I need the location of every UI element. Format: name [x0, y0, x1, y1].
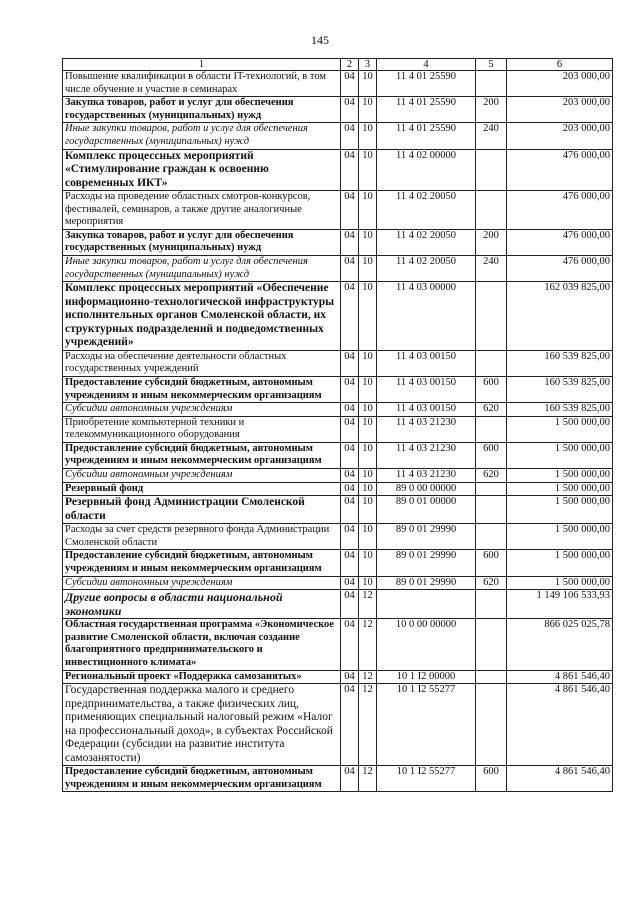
row-name-cell: Расходы на проведение областных смотров-конкурсов, фестивалей, семинаров, а также другие аналогичные мероприятия: [63, 191, 341, 230]
row-expense-type-cell: [476, 619, 507, 670]
row-subsection-cell: 12: [359, 766, 377, 792]
row-subsection-cell: 10: [359, 469, 377, 483]
table-row: [63, 619, 613, 670]
row-section-cell: 04: [341, 282, 359, 351]
row-expense-type-cell: [476, 482, 507, 496]
row-target-article-cell: 89 0 00 00000: [377, 482, 476, 496]
row-name-cell: Иные закупки товаров, работ и услуг для обеспечения государственных (муниципальных) нужд: [63, 123, 341, 149]
row-expense-type-cell: [476, 524, 507, 550]
row-section-cell: 04: [341, 191, 359, 230]
row-amount-cell: 1 149 106 533,93: [507, 590, 613, 619]
row-name-cell: Региональный проект «Поддержка самозанятых»: [63, 670, 341, 684]
row-expense-type-cell: 600: [476, 550, 507, 576]
table-row: [63, 684, 613, 766]
row-name-cell: Предоставление субсидий бюджетным, автономным учреждениям и иным некоммерческим организациям: [63, 766, 341, 792]
row-subsection-cell: 12: [359, 619, 377, 670]
row-section-cell: 04: [341, 590, 359, 619]
row-target-article-cell: 89 0 01 29990: [377, 550, 476, 576]
row-section-cell: 04: [341, 766, 359, 792]
table-row: [63, 256, 613, 282]
table-row: [63, 442, 613, 468]
row-section-cell: 04: [341, 123, 359, 149]
row-section-cell: 04: [341, 350, 359, 376]
row-amount-cell: 162 039 825,00: [507, 282, 613, 351]
row-name-cell: Закупка товаров, работ и услуг для обеспечения государственных (муниципальных) нужд: [63, 229, 341, 255]
row-amount-cell: 1 500 000,00: [507, 442, 613, 468]
row-subsection-cell: 10: [359, 416, 377, 442]
row-expense-type-cell: [476, 416, 507, 442]
row-expense-type-cell: 200: [476, 97, 507, 123]
row-target-article-cell: 89 0 01 29990: [377, 524, 476, 550]
row-section-cell: 04: [341, 524, 359, 550]
table-row: [63, 590, 613, 619]
table-row: [63, 191, 613, 230]
row-amount-cell: 1 500 000,00: [507, 496, 613, 524]
row-subsection-cell: 10: [359, 576, 377, 590]
row-expense-type-cell: [476, 191, 507, 230]
row-section-cell: 04: [341, 442, 359, 468]
table-row: [63, 670, 613, 684]
row-name-cell: Закупка товаров, работ и услуг для обеспечения государственных (муниципальных) нужд: [63, 97, 341, 123]
table-row: [63, 71, 613, 97]
row-subsection-cell: 10: [359, 442, 377, 468]
row-section-cell: 04: [341, 97, 359, 123]
row-amount-cell: 203 000,00: [507, 123, 613, 149]
row-expense-type-cell: 620: [476, 403, 507, 417]
row-target-article-cell: 11 4 03 00150: [377, 376, 476, 402]
row-name-cell: Резервный фонд Администрации Смоленской области: [63, 496, 341, 524]
row-name-cell: Государственная поддержка малого и среднего предпринимательства, а также физических лиц, применяющих специальный налоговый режим «Налог на профессиональный доход», в субъектах Российской Федерации (субсидии на развитие института самозанятости): [63, 684, 341, 766]
row-subsection-cell: 10: [359, 123, 377, 149]
row-subsection-cell: 10: [359, 403, 377, 417]
row-name-cell: Субсидии автономным учреждениям: [63, 469, 341, 483]
table-row: [63, 550, 613, 576]
row-target-article-cell: 11 4 01 25590: [377, 97, 476, 123]
table-row: [63, 282, 613, 351]
row-subsection-cell: 10: [359, 350, 377, 376]
row-section-cell: 04: [341, 469, 359, 483]
table-row: [63, 524, 613, 550]
table-row: [63, 496, 613, 524]
row-subsection-cell: 10: [359, 376, 377, 402]
row-expense-type-cell: 600: [476, 766, 507, 792]
row-expense-type-cell: 600: [476, 442, 507, 468]
row-section-cell: 04: [341, 71, 359, 97]
row-section-cell: 04: [341, 149, 359, 191]
row-target-article-cell: 89 0 01 00000: [377, 496, 476, 524]
row-target-article-cell: 11 4 03 00150: [377, 403, 476, 417]
row-section-cell: 04: [341, 482, 359, 496]
row-name-cell: Приобретение компьютерной техники и телекоммуникационного оборудования: [63, 416, 341, 442]
row-amount-cell: 866 025 025,78: [507, 619, 613, 670]
row-amount-cell: 1 500 000,00: [507, 416, 613, 442]
header-col-3: 3: [359, 59, 377, 71]
row-expense-type-cell: [476, 684, 507, 766]
row-target-article-cell: 11 4 03 21230: [377, 442, 476, 468]
row-amount-cell: 160 539 825,00: [507, 350, 613, 376]
table-row: [63, 376, 613, 402]
table-header-row: [63, 59, 613, 71]
row-target-article-cell: 11 4 01 25590: [377, 123, 476, 149]
row-name-cell: Предоставление субсидий бюджетным, автономным учреждениям и иным некоммерческим организациям: [63, 442, 341, 468]
row-amount-cell: 203 000,00: [507, 97, 613, 123]
table-row: [63, 469, 613, 483]
row-subsection-cell: 10: [359, 191, 377, 230]
row-target-article-cell: 11 4 02 00000: [377, 149, 476, 191]
header-col-2: 2: [341, 59, 359, 71]
header-col-6: 6: [507, 59, 613, 71]
row-amount-cell: 1 500 000,00: [507, 524, 613, 550]
row-expense-type-cell: 240: [476, 123, 507, 149]
row-amount-cell: 476 000,00: [507, 149, 613, 191]
row-section-cell: 04: [341, 376, 359, 402]
row-amount-cell: 4 861 546,40: [507, 766, 613, 792]
table-row: [63, 149, 613, 191]
row-name-cell: Другие вопросы в области национальной экономики: [63, 590, 341, 619]
row-subsection-cell: 10: [359, 71, 377, 97]
row-section-cell: 04: [341, 256, 359, 282]
header-col-1: 1: [63, 59, 341, 71]
row-amount-cell: 4 861 546,40: [507, 670, 613, 684]
row-target-article-cell: 11 4 01 25590: [377, 71, 476, 97]
row-name-cell: Комплекс процессных мероприятий «Обеспечение информационно-технологической инфраструктуры исполнительных органов Смоленской области, их структурных подразделений и подведомственных учреждений»: [63, 282, 341, 351]
header-col-5: 5: [476, 59, 507, 71]
row-amount-cell: 1 500 000,00: [507, 469, 613, 483]
row-target-article-cell: 11 4 03 21230: [377, 469, 476, 483]
budget-table: [62, 58, 613, 792]
row-target-article-cell: 10 1 I2 00000: [377, 670, 476, 684]
row-amount-cell: 160 539 825,00: [507, 403, 613, 417]
row-name-cell: Расходы на обеспечение деятельности областных государственных учреждений: [63, 350, 341, 376]
row-section-cell: 04: [341, 619, 359, 670]
row-target-article-cell: [377, 590, 476, 619]
row-subsection-cell: 12: [359, 590, 377, 619]
row-section-cell: 04: [341, 684, 359, 766]
row-expense-type-cell: 600: [476, 376, 507, 402]
row-name-cell: Расходы за счет средств резервного фонда Администрации Смоленской области: [63, 524, 341, 550]
table-row: [63, 766, 613, 792]
row-target-article-cell: 11 4 03 00000: [377, 282, 476, 351]
row-section-cell: 04: [341, 403, 359, 417]
row-subsection-cell: 12: [359, 670, 377, 684]
row-subsection-cell: 10: [359, 97, 377, 123]
row-target-article-cell: 11 4 02 20050: [377, 191, 476, 230]
header-col-4: 4: [377, 59, 476, 71]
row-name-cell: Предоставление субсидий бюджетным, автономным учреждениям и иным некоммерческим организациям: [63, 550, 341, 576]
row-subsection-cell: 10: [359, 482, 377, 496]
row-expense-type-cell: 200: [476, 229, 507, 255]
row-amount-cell: 4 861 546,40: [507, 684, 613, 766]
row-expense-type-cell: [476, 590, 507, 619]
table-row: [63, 403, 613, 417]
row-amount-cell: 1 500 000,00: [507, 576, 613, 590]
row-subsection-cell: 10: [359, 256, 377, 282]
row-name-cell: Иные закупки товаров, работ и услуг для обеспечения государственных (муниципальных) нужд: [63, 256, 341, 282]
row-expense-type-cell: [476, 282, 507, 351]
row-subsection-cell: 10: [359, 524, 377, 550]
row-name-cell: Предоставление субсидий бюджетным, автономным учреждениям и иным некоммерческим организациям: [63, 376, 341, 402]
row-expense-type-cell: [476, 350, 507, 376]
table-row: [63, 97, 613, 123]
row-subsection-cell: 10: [359, 282, 377, 351]
row-section-cell: 04: [341, 576, 359, 590]
table-row: [63, 123, 613, 149]
table-row: [63, 416, 613, 442]
row-target-article-cell: 11 4 03 00150: [377, 350, 476, 376]
row-name-cell: Повышение квалификации в области IT-технологий, в том числе обучение и участие в семинарах: [63, 71, 341, 97]
row-expense-type-cell: [476, 496, 507, 524]
row-section-cell: 04: [341, 416, 359, 442]
row-amount-cell: 476 000,00: [507, 191, 613, 230]
row-amount-cell: 1 500 000,00: [507, 550, 613, 576]
row-section-cell: 04: [341, 229, 359, 255]
row-section-cell: 04: [341, 670, 359, 684]
row-expense-type-cell: [476, 149, 507, 191]
row-target-article-cell: 89 0 01 29990: [377, 576, 476, 590]
row-amount-cell: 160 539 825,00: [507, 376, 613, 402]
row-name-cell: Субсидии автономным учреждениям: [63, 403, 341, 417]
row-expense-type-cell: 240: [476, 256, 507, 282]
row-name-cell: Комплекс процессных мероприятий «Стимулирование граждан к освоению современных ИКТ»: [63, 149, 341, 191]
row-amount-cell: 1 500 000,00: [507, 482, 613, 496]
row-subsection-cell: 10: [359, 496, 377, 524]
row-subsection-cell: 12: [359, 684, 377, 766]
row-name-cell: Областная государственная программа «Экономическое развитие Смоленской области, включая создание благоприятного предпринимательского и инвестиционного климата»: [63, 619, 341, 670]
table-row: [63, 576, 613, 590]
row-expense-type-cell: [476, 71, 507, 97]
row-expense-type-cell: 620: [476, 469, 507, 483]
table-row: [63, 482, 613, 496]
page-number: 145: [311, 33, 329, 47]
row-section-cell: 04: [341, 496, 359, 524]
row-expense-type-cell: 620: [476, 576, 507, 590]
row-amount-cell: 476 000,00: [507, 256, 613, 282]
row-subsection-cell: 10: [359, 550, 377, 576]
row-name-cell: Резервный фонд: [63, 482, 341, 496]
row-subsection-cell: 10: [359, 229, 377, 255]
row-name-cell: Субсидии автономным учреждениям: [63, 576, 341, 590]
row-section-cell: 04: [341, 550, 359, 576]
table-row: [63, 350, 613, 376]
row-target-article-cell: 10 1 I2 55277: [377, 684, 476, 766]
row-expense-type-cell: [476, 670, 507, 684]
row-target-article-cell: 10 0 00 00000: [377, 619, 476, 670]
row-subsection-cell: 10: [359, 149, 377, 191]
row-amount-cell: 476 000,00: [507, 229, 613, 255]
row-target-article-cell: 11 4 02 20050: [377, 256, 476, 282]
row-target-article-cell: 11 4 02 20050: [377, 229, 476, 255]
row-target-article-cell: 11 4 03 21230: [377, 416, 476, 442]
row-amount-cell: 203 000,00: [507, 71, 613, 97]
row-target-article-cell: 10 1 I2 55277: [377, 766, 476, 792]
table-row: [63, 229, 613, 255]
